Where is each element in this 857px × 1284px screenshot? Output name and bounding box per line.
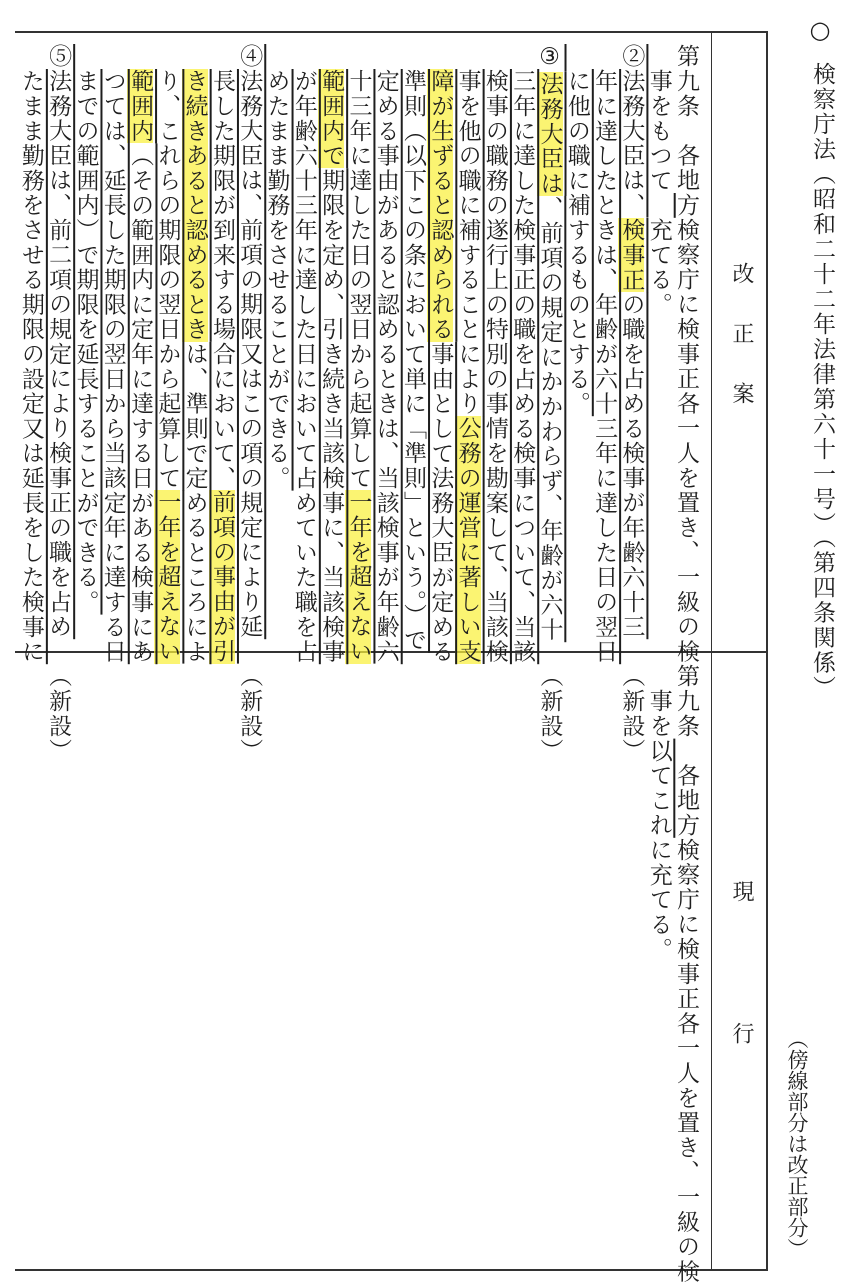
sidelined-text: に他の職に補するものとする。 <box>563 68 590 416</box>
text-column <box>563 44 590 652</box>
text-column <box>344 44 372 665</box>
text-column <box>44 44 71 652</box>
sidelined-text: ④法務大臣は、前項の期限又はこの項の規定により延 <box>236 44 263 640</box>
text-column <box>235 664 262 1270</box>
text-column <box>672 664 699 1284</box>
highlighted-text: 法務大臣は <box>536 71 563 196</box>
text-column <box>563 664 590 1270</box>
sidelined-text: 、前項の規定にかかわらず、年齢が六十 <box>536 195 563 643</box>
sidelined-text: は、準則で定めるところによ <box>181 341 208 665</box>
text-column <box>426 44 454 665</box>
amendment-header: 改正案 <box>729 262 754 442</box>
text-column <box>399 44 426 652</box>
text-column <box>590 664 617 1270</box>
text-column <box>98 44 126 664</box>
sidelined-text: ⑤法務大臣は、前二項の規定により検事正の職を占め <box>45 44 72 640</box>
sidelined-text: めたまま勤務をさせることができる。 <box>263 68 290 491</box>
highlighted-text: 障が生ずると認められる <box>427 68 454 342</box>
text-column <box>208 664 235 1270</box>
text-column <box>290 664 317 1270</box>
text-segment: （新設） <box>618 664 645 764</box>
text-column <box>317 664 344 1270</box>
text-column <box>98 664 125 1270</box>
text-column <box>153 44 181 665</box>
text-segment: （新設） <box>536 664 563 764</box>
sidelined-text: たまま勤務をさせる期限の設定又は延長をした検事に <box>17 68 44 664</box>
highlighted-text: き続きあると認めるとき <box>181 68 208 342</box>
text-column <box>535 664 562 1270</box>
text-column <box>590 44 618 664</box>
text-column <box>126 44 154 665</box>
text-column <box>508 44 536 664</box>
highlighted-text: 範囲内 <box>127 68 154 144</box>
text-column <box>262 44 289 652</box>
highlighted-text: 一年を超えない <box>154 490 181 665</box>
sidelined-text: 検事の職務の遂行上の特別の事情を勘案して、当該検 <box>481 68 508 664</box>
text-column <box>481 664 508 1270</box>
text-segment: （新設） <box>236 664 263 764</box>
text-segment: に充てる。 <box>645 837 672 962</box>
sidelined-text: 期限を定め、引き続き当該検事に、当該検事 <box>318 168 345 664</box>
text-column <box>344 664 371 1270</box>
sidelined-text: の職を占める検事が年齢六十三 <box>618 292 645 640</box>
text-column <box>235 44 262 652</box>
text-column <box>617 664 644 1270</box>
sidelined-text: 事を他の職に補することにより <box>454 68 481 416</box>
text-column <box>44 664 71 1270</box>
sidelined-text: 年に達したときは、年齢が六十三年に達した日の翌日 <box>591 68 618 664</box>
title-bullet: ○ <box>806 16 834 44</box>
sidelined-text: つては、延長した期限の翌日から当該定年に達する日 <box>99 68 126 664</box>
sidelined-text: ②法務大臣は、 <box>618 44 645 218</box>
text-column <box>672 44 699 664</box>
sidelined-text: （その範囲内に定年に達する日がある検事にあ <box>127 143 154 665</box>
highlighted-text: 一年を超えない <box>345 490 372 665</box>
sidelined-text: が年齢六十三年に達した日において占めていた職を占 <box>290 68 317 664</box>
sidelined-text: 以てこれ <box>645 738 672 838</box>
text-column <box>17 44 44 664</box>
text-column <box>317 44 345 664</box>
sidelined-text: 定める事由があると認めるときは、当該検事が年齢六 <box>372 68 399 664</box>
sidelined-text: 長した期限が到来する場合において、 <box>208 68 235 491</box>
sidelined-text: 十三年に達した日の翌日から起算して <box>345 68 372 491</box>
sidelined-text: 準則（以下この条において単に「準則」という。）で <box>400 68 427 653</box>
highlighted-text: 範囲内で <box>318 68 345 168</box>
text-column <box>508 664 535 1270</box>
text-column <box>453 664 480 1270</box>
text-column <box>426 664 453 1270</box>
highlighted-text: 前項の事由が引 <box>208 490 235 665</box>
text-column <box>371 44 399 664</box>
text-column <box>290 44 317 664</box>
sidelined-text: 三年に達した検事正の職を占める検事について、当該 <box>509 68 536 664</box>
sidelined-text <box>646 193 672 218</box>
text-segment: 充てる。 <box>645 217 672 317</box>
text-column <box>153 664 180 1270</box>
text-column <box>126 664 153 1270</box>
sidelined-text: 事由として法務大臣が定める <box>427 341 454 665</box>
text-column <box>481 44 508 664</box>
text-column <box>262 664 289 1270</box>
text-column <box>453 44 481 664</box>
text-column <box>208 44 235 665</box>
sideline-note: （傍線部分は改正部分） <box>785 1028 809 1259</box>
text-column <box>617 44 644 652</box>
text-column <box>399 664 426 1270</box>
text-column <box>71 664 98 1270</box>
text-segment: 第九条 各地方検察庁に検事正各一人を置き、一級の検 <box>673 44 699 664</box>
amendment-text <box>15 32 711 665</box>
sidelined-text: ③ <box>536 44 563 72</box>
sidelined-text: り、これらの期限の翌日から起算して <box>154 68 181 491</box>
highlighted-text: 公務の運営に著しい支 <box>454 416 481 664</box>
highlighted-text: 検事正 <box>618 217 645 293</box>
current-law-header: 現行 <box>729 880 754 1164</box>
text-column <box>71 44 98 652</box>
text-segment: （新設） <box>45 664 72 764</box>
text-column <box>535 44 562 652</box>
current-law-text <box>15 652 711 1284</box>
text-segment: 事を <box>645 688 672 739</box>
sidelined-text: までの範囲内）で期限を延長することができる。 <box>72 68 99 615</box>
text-segment: 事をもつて <box>645 68 672 193</box>
text-column <box>180 664 207 1270</box>
text-column <box>371 664 398 1270</box>
text-column <box>180 44 208 665</box>
text-column <box>644 44 671 652</box>
text-column <box>644 664 671 1270</box>
document-title: 検察庁法（昭和二十二年法律第六十一号）（第四条関係） <box>809 62 835 701</box>
text-segment: 第九条 各地方検察庁に検事正各一人を置き、一級の検 <box>673 664 699 1284</box>
